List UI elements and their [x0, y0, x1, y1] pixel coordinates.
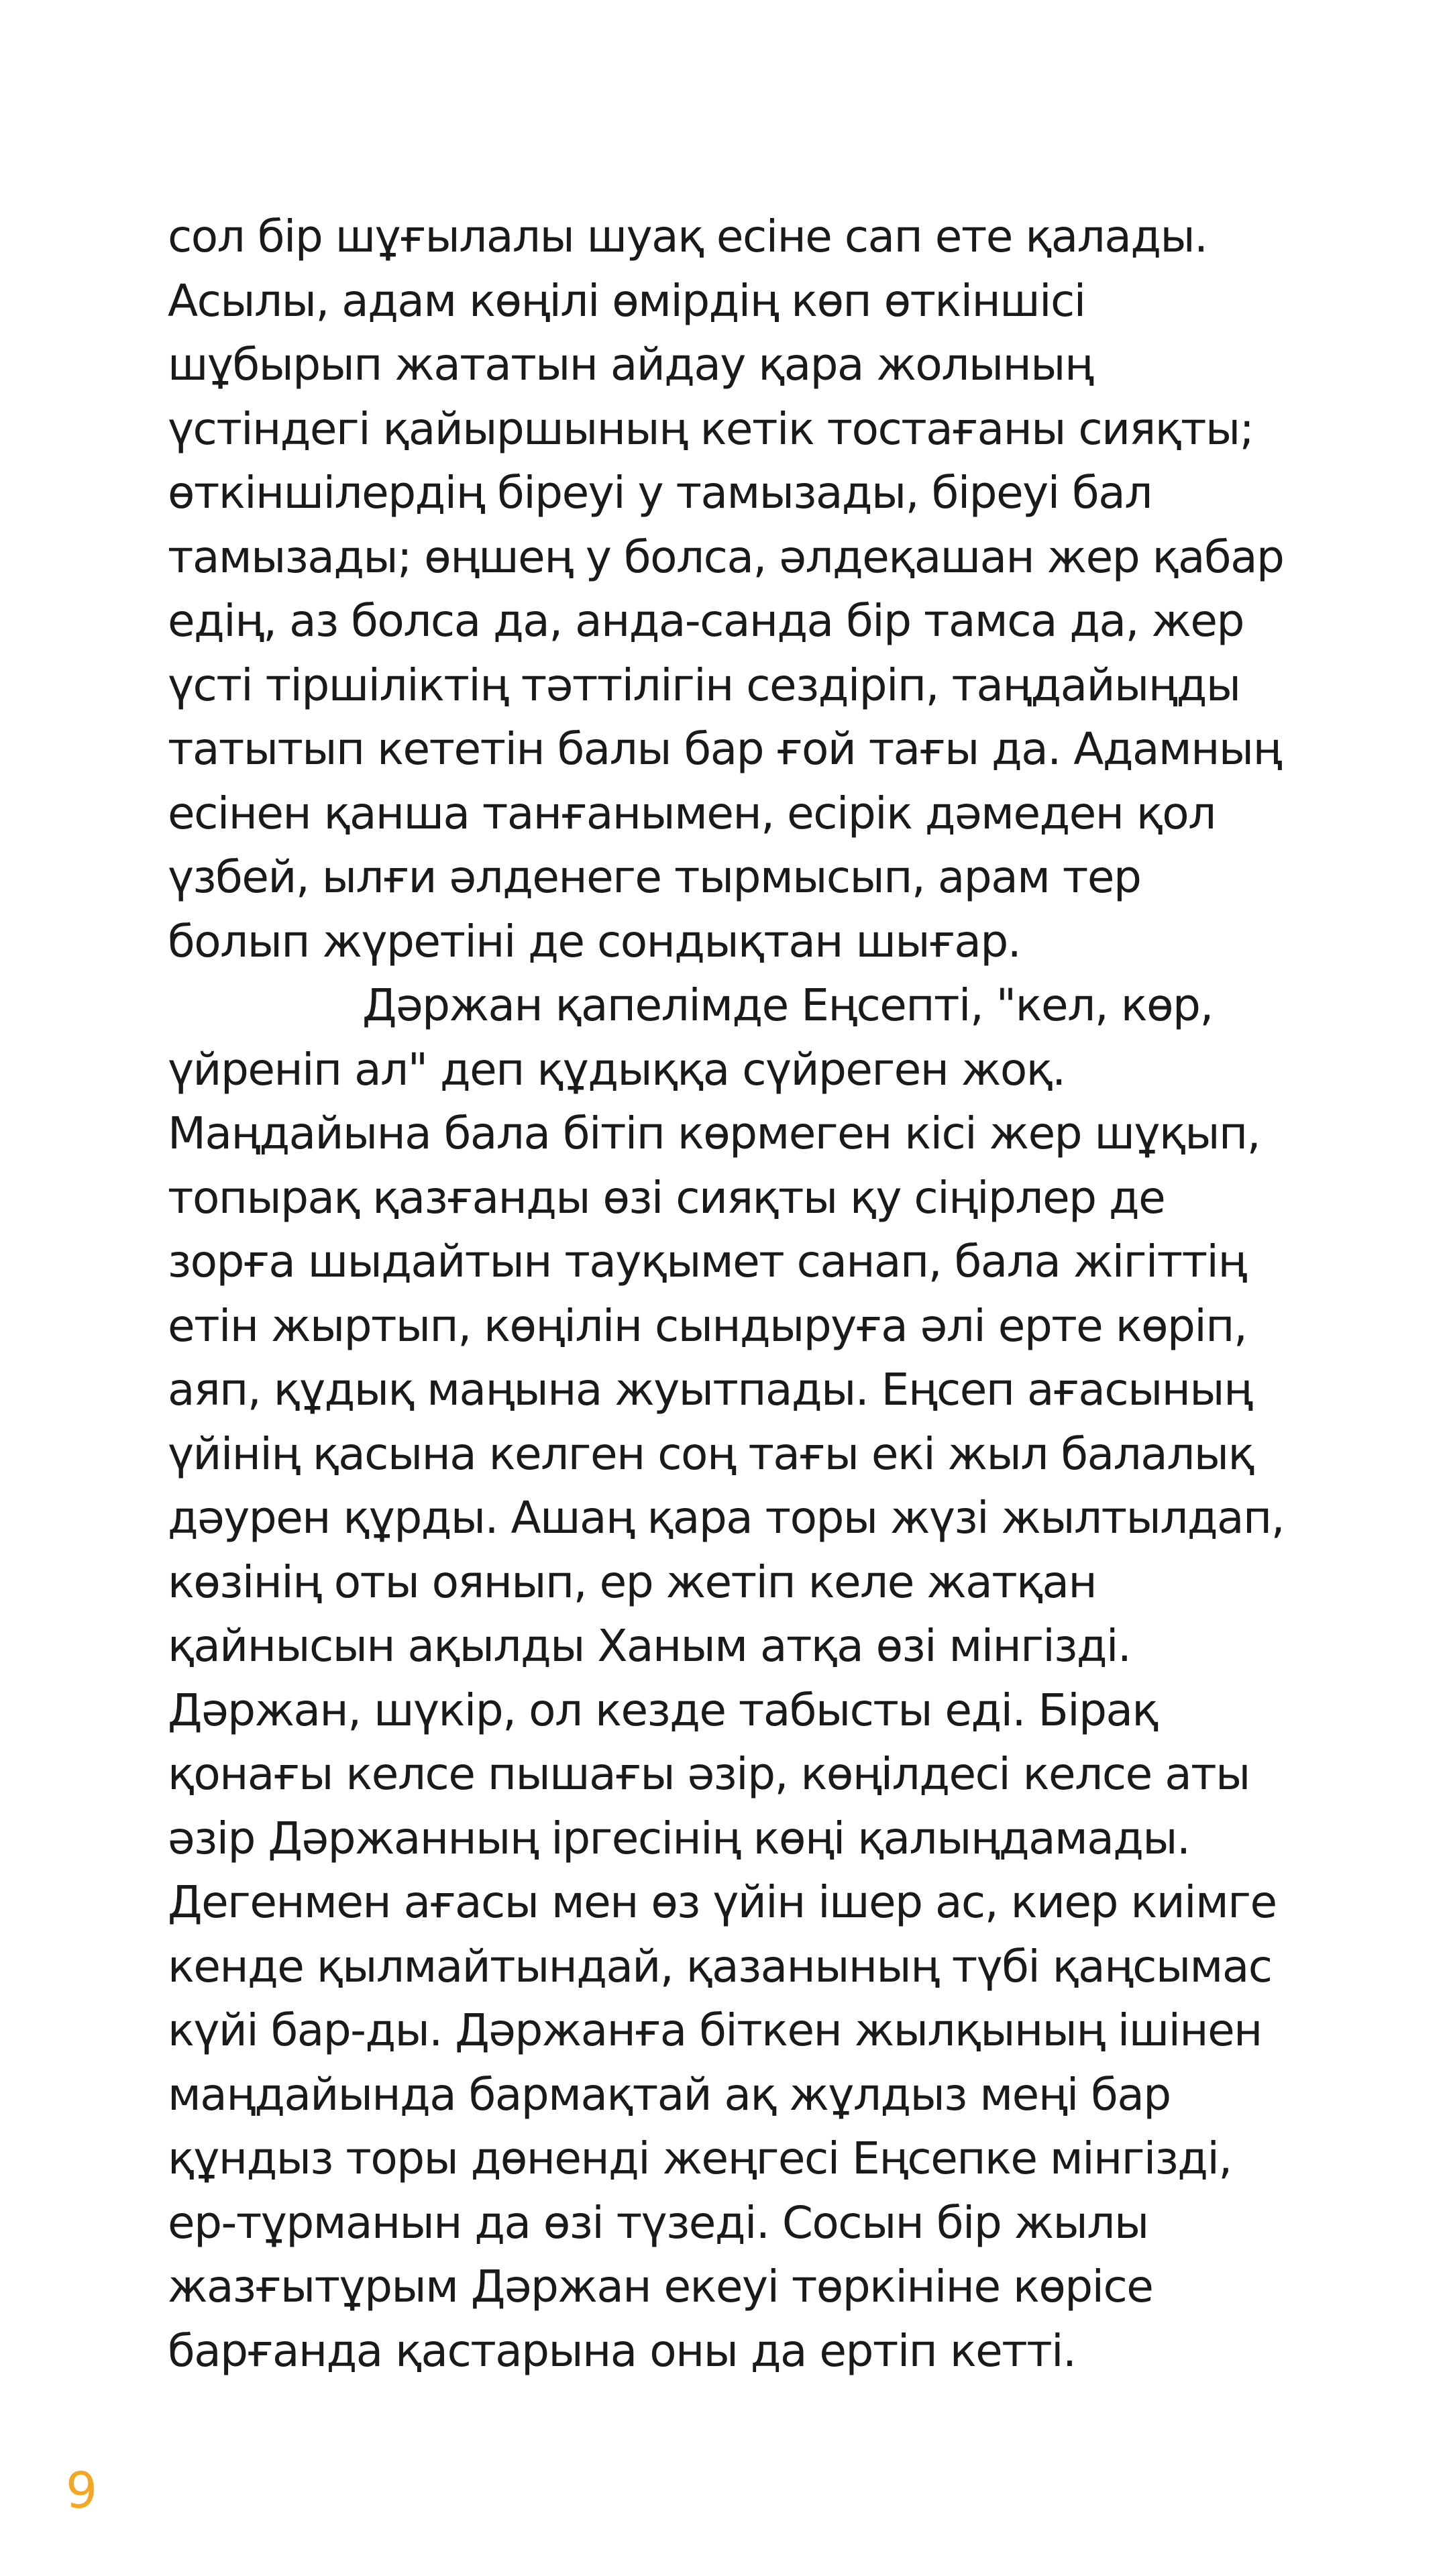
text-line: әзір Дәржанның іргесінің көңі қалыңдамады.: [168, 1812, 1190, 1864]
text-line: зорға шыдайтын тауқымет санап, бала жігіттің: [168, 1236, 1246, 1287]
text-line: өткіншілердің біреуі у тамызады, біреуі бал: [168, 467, 1152, 519]
text-line: Дәржан, шүкір, ол кезде табысты еді. Бірақ: [168, 1684, 1158, 1736]
text-line: үстіндегі қайыршының кетік тостағаны сияқты;: [168, 402, 1254, 455]
text-line: дәурен құрды. Ашаң қара торы жүзі жылтылдап,: [168, 1492, 1285, 1544]
text-line: маңдайында бармақтай ақ жұлдыз меңі бар: [168, 2068, 1171, 2121]
text-line: ер-тұрманын да өзі түзеді. Сосын бір жылы: [168, 2196, 1148, 2249]
text-line: аяп, құдық маңына жуытпады. Еңсеп ағасының: [168, 1364, 1252, 1415]
text-line: көзінің оты оянып, ер жетіп келе жатқан: [168, 1556, 1097, 1608]
text-line: қонағы келсе пышағы әзір, көңілдесі келсе аты: [168, 1748, 1250, 1800]
text-line: күйі бар-ды. Дәржанға біткен жылқының ішінен: [168, 2004, 1262, 2056]
text-line: барғанда қастарына оны да ертіп кетті.: [168, 2324, 1076, 2377]
text-line: едің, аз болса да, анда-санда бір тамса да, жер: [168, 595, 1244, 647]
text-line: жазғытұрым Дәржан екеуі төркініне көрісе: [168, 2261, 1153, 2312]
text-line: топырақ қазғанды өзі сияқты қу сіңірлер де: [168, 1171, 1165, 1224]
text-line: татытып кететін балы бар ғой тағы да. Адамның: [168, 723, 1281, 775]
text-line: шұбырып жататын айдау қара жолының: [168, 339, 1093, 390]
text-line: Маңдайына бала бітіп көрмеген кісі жер шұқып,: [168, 1108, 1260, 1159]
text-line: етін жыртып, көңілін сындыруға әлі ерте көріп,: [168, 1299, 1247, 1352]
body-text: [168, 205, 1348, 2383]
text-line: қайнысын ақылды Ханым атқа өзі мінгізді.: [168, 1620, 1131, 1672]
text-line: сол бір шұғылалы шуақ есіне сап ете қалады.: [168, 211, 1208, 262]
text-line: есінен қанша танғанымен, есірік дәмеден қол: [168, 787, 1216, 839]
text-line: кенде қылмайтындай, қазанының түбі қаңсымас: [168, 1940, 1272, 1992]
text-line: құндыз торы дөненді жеңгесі Еңсепке мінгізді,: [168, 2133, 1232, 2184]
paragraph-start-line: Дәржан қапелімде Еңсепті, "кел, көр,: [362, 979, 1213, 1031]
text-line: тамызады; өңшең у болса, әлдеқашан жер қабар: [168, 531, 1284, 583]
text-line: Дегенмен ағасы мен өз үйін ішер ас, киер киімге: [168, 1876, 1277, 1928]
text-line: үйреніп ал" деп құдыққа сүйреген жоқ.: [168, 1043, 1065, 1095]
text-line: үсті тіршіліктің тәттілігін сездіріп, таңдайыңды: [168, 659, 1240, 711]
text-line: үзбей, ылғи әлденеге тырмысып, арам тер: [168, 851, 1141, 903]
text-line: Асылы, адам көңілі өмірдің көп өткіншісі: [168, 274, 1085, 327]
text-line: болып жүретіні де сондықтан шығар.: [168, 915, 1021, 967]
page-number: 9: [66, 2462, 98, 2520]
text-line: үйінің қасына келген соң тағы екі жыл балалық: [168, 1428, 1254, 1480]
